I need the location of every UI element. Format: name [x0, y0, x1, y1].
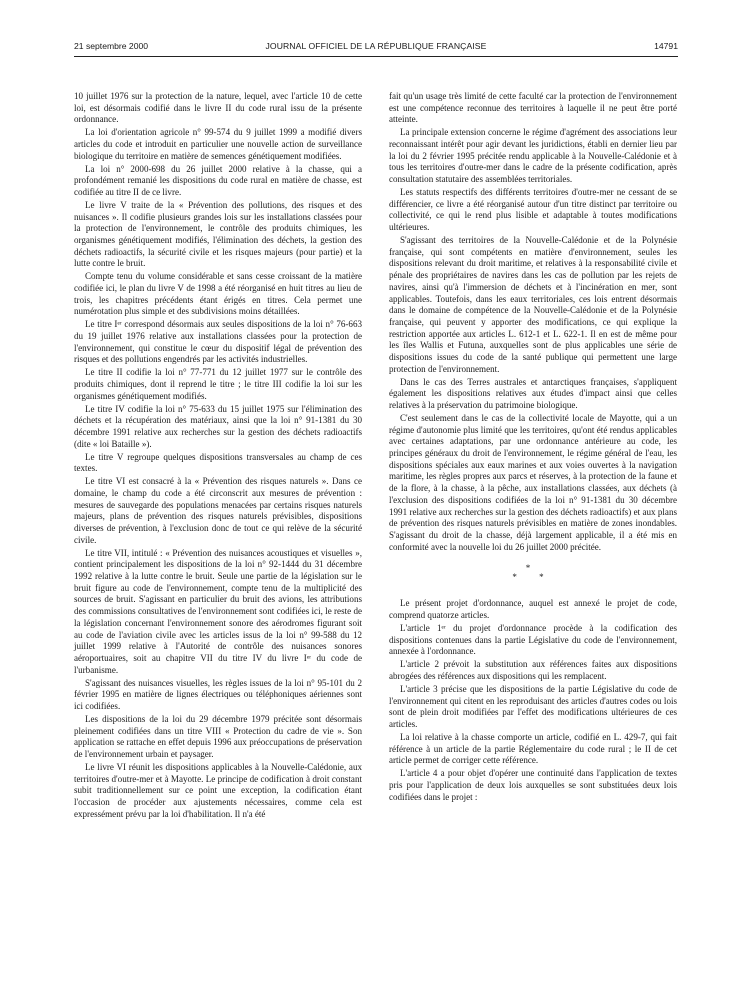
header-date: 21 septembre 2000 — [74, 41, 149, 51]
paragraph: L'article 3 précise que les dispositions de la partie Législative du code de l'environnement qui citent en les reproduisant des articles d'autres codes ou lois sont de plein droit modifiées par l'effet des modifications ultérieures de ces articles. — [389, 683, 677, 729]
paragraph: L'article 1ᵉʳ du projet d'ordonnance procède à la codification des dispositions contenues dans la partie Législative du code de l'environnement, annexée à l'ordonnance. — [389, 622, 677, 657]
paragraph: La loi d'orientation agricole n° 99-574 du 9 juillet 1999 a modifié divers articles du code et introduit en particulier une nouvelle action de surveillance biologique du territoire en matière de semences génétiquement modifiées. — [74, 127, 362, 161]
paragraph: Le titre II codifie la loi n° 77-771 du 12 juillet 1977 sur le contrôle des produits chimiques, dont il reprend le titre ; le titre III codifie la loi sur les organismes génétiquement modifiés. — [74, 367, 362, 401]
paragraph: Le titre IV codifie la loi n° 75-633 du 15 juillet 1975 sur l'élimination des déchets et la récupération des matériaux, ainsi que la loi n° 91-1381 du 30 décembre 1991 relative aux recherches sur la gestion des déchets radioactifs (dite « loi Bataille »). — [74, 403, 362, 449]
paragraph: L'article 2 prévoit la substitution aux références faites aux dispositions abrogées des références aux dispositions qui les remplacent. — [389, 659, 677, 681]
paragraph: Le présent projet d'ordonnance, auquel est annexé le projet de code, comprend quatorze articles. — [389, 598, 677, 621]
header-rule — [74, 56, 678, 57]
paragraph: Le titre Iᵉʳ correspond désormais aux seules dispositions de la loi n° 76-663 du 19 juillet 1976 relative aux installations classées pour la protection de l'environnement, qui constitue le cœur du dispositif légal de prévention des risques et des pollutions engendrés par les activités industrielles. — [74, 319, 362, 365]
paragraph: La principale extension concerne le régime d'agrément des associations leur reconnaissant intérêt pour agir devant les juridictions, établi en dernier lieu par la loi du 2 février 1995 précitée rendu applicable à la Nouvelle-Calédonie et à tous les territoires d'outre-mer dans le cadre de la présente codification, après consultation statutaire des assemblées territoriales. — [389, 127, 677, 185]
paragraph: fait qu'un usage très limité de cette faculté car la protection de l'environnement est une compétence reconnue des territoires à laquelle il ne peut être porté atteinte. — [389, 91, 677, 125]
paragraph: Dans le cas des Terres australes et antarctiques françaises, s'appliquent également les dispositions relatives aux études d'impact ainsi que celles relatives à la préservation du patrimoine biologique. — [389, 376, 677, 411]
journal-title: JOURNAL OFFICIEL DE LA RÉPUBLIQUE FRANÇAISE — [265, 41, 487, 51]
paragraph: Le livre V traite de la « Prévention des pollutions, des risques et des nuisances ». Il codifie plusieurs grandes lois sur les installations classées pour la protection de l'environnement, le contrôle des produits chimiques, les organismes génétiquement modifiés, l'élimination des déchets, la gestion des déchets radioactifs, la sécurité civile et les risques majeurs (pour partie) et la lutte contre le bruit. — [74, 199, 362, 269]
paragraph: L'article 4 a pour objet d'opérer une continuité dans l'application de textes pris pour l'application de deux lois auxquelles se sont substituées deux lois codifiées dans le projet : — [389, 768, 677, 802]
left-column — [74, 91, 362, 822]
paragraph: S'agissant des nuisances visuelles, les règles issues de la loi n° 95-101 du 2 février 1995 en matière de lignes électriques ou téléphoniques aériennes sont ici codifiées. — [74, 677, 362, 711]
paragraph: Les dispositions de la loi du 29 décembre 1979 précitée sont désormais pleinement codifiées dans un titre VIII « Protection du cadre de vie ». Son application se rattache en effet depuis 1996 aux préoccupations de préservation de l'environnement urbain et paysager. — [74, 713, 362, 759]
paragraph: Compte tenu du volume considérable et sans cesse croissant de la matière codifiée ici, le plan du livre V de 1998 a été réorganisé en huit titres au lieu de trois, les chapitres précédents étant érigés en titres. Cela permet une numérotation plus simple et des subdivisions moins détaillées. — [74, 271, 362, 317]
paragraph: Le titre V regroupe quelques dispositions transversales au champ de ces textes. — [74, 451, 362, 474]
paragraph: S'agissant des territoires de la Nouvelle-Calédonie et de la Polynésie française, qui sont compétents en matière d'environnement, seules les dispositions relevant du droit maritime, et relatives à la responsabilité civile et pénale des propriétaires de navires dans les cas de pollution par les rejets de navires, ainsi qu'à l'immersion de déchets et à l'incinération en mer, sont applicables. Toutefois, dans les eaux territoriales, ces lois entrent désormais dans le domaine de compétence de la Nouvelle-Calédonie et de la Polynésie française, qui peuvent y apporter des modifications, ce qui explique la restriction apportée aux articles L. 612-1 et L. 622-1. Il en est de même pour les îles Wallis et Futuna, auxquelles sont de plus applicables une série de dispositions issues du code de la santé publique qui permettent une large protection de l'environnement. — [389, 235, 677, 374]
right-column — [389, 91, 677, 804]
page-number: 14791 — [654, 41, 678, 51]
paragraph: Les statuts respectifs des différents territoires d'outre-mer ne cessant de se différencier, ce livre a été réorganisé autour d'un titre distinct par territoire ou collectivité, ce qui le rend plus lisible et adaptable à toutes modifications ultérieures. — [389, 187, 677, 233]
paragraph: C'est seulement dans le cas de la collectivité locale de Mayotte, qui a un régime d'autonomie plus limité que les territoires, qu'ont été rendus applicables avec certaines adaptations, par une ordonnance antérieure au code, les principes généraux du droit de l'environnement, le régime général de l'eau, les dispositions spéciales aux eaux marines et aux voies ouvertes à la navigation maritime, les règles propres aux parcs et réserves, à la protection de la faune et de la flore, à la chasse, à la pêche, aux installations classées, aux déchets (à l'exclusion des dispositions codifiées de la loi n° 91-1381 du 30 décembre 1991 relative aux recherches sur la gestion des déchets radioactifs) et aux plans de prévention des risques naturels prévisibles en matière de zones inondables. S'agissant du droit de la chasse, déjà largement applicable, il a été mis en conformité avec la nouvelle loi du 26 juillet 2000 précitée. — [389, 412, 677, 552]
paragraph: La loi relative à la chasse comporte un article, codifié en L. 429-7, qui fait référence à un article de la partie Réglementaire du code rural ; le II de cet article permet de corriger cette référence. — [389, 731, 677, 766]
section-separator — [389, 564, 677, 582]
paragraph: La loi n° 2000-698 du 26 juillet 2000 relative à la chasse, qui a profondément remanié les dispositions du code rural en matière de chasse, est codifiée au titre II de ce livre. — [74, 163, 362, 197]
paragraph: Le livre VI réunit les dispositions applicables à la Nouvelle-Calédonie, aux territoires d'outre-mer et à Mayotte. Le principe de codification à droit constant subit traditionnellement sur ce point une exception, la codification étant l'occasion de procéder aux ajustements nécessaires, comme cela est expressément prévu par la loi d'habilitation. Il n'a été — [74, 761, 362, 819]
paragraph: Le titre VII, intitulé : « Prévention des nuisances acoustiques et visuelles », contient principalement les dispositions de la loi n° 92-1444 du 31 décembre 1992 relative à la lutte contre le bruit. Seule une partie de la législation sur le bruit figure au code de l'environnement, compte tenu de la multiplicité des sources de bruit. S'agissant en particulier du bruit des avions, les attributions des commissions consultatives de l'environnement sont codifiées ici, le reste de la législation concernant l'environnement sonore des aérodromes figurant soit au code de l'aviation civile avec les articles issus de la loi n° 99-588 du 12 juillet 1999 relative à l'Autorité de contrôle des nuisances sonores aéroportuaires, soit au chapitre VII du titre IV du livre Iᵉʳ du code de l'urbanisme. — [74, 547, 362, 675]
paragraph: Le titre VI est consacré à la « Prévention des risques naturels ». Dans ce domaine, le champ du code a été circonscrit aux mesures de prévention : mesures de sauvegarde des populations menacées par certains risques naturels majeurs, plans de prévention des risques naturels prévisibles, dispositions diverses de prévention, à l'exclusion donc de tout ce qui relève de la sécurité civile. — [74, 476, 362, 545]
separator-star-top: * — [525, 563, 541, 574]
page-header — [74, 41, 678, 55]
paragraph: 10 juillet 1976 sur la protection de la nature, lequel, avec l'article 10 de cette loi, est désormais codifié dans le livre II du code rural issu de la présente ordonnance. — [74, 91, 362, 125]
separator-stars-bottom: * * — [512, 572, 554, 583]
